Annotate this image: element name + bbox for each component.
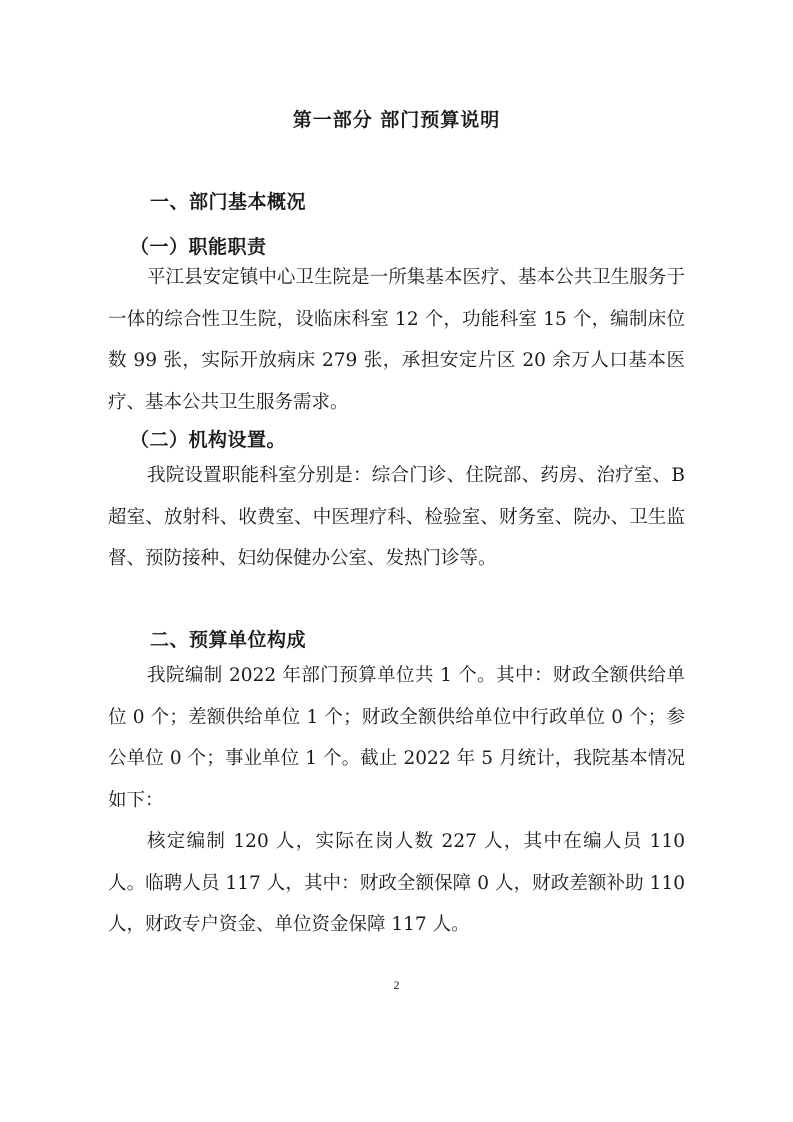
paragraph-organization: 我院设置职能科室分别是：综合门诊、住院部、药房、治疗室、B 超室、放射科、收费室、中医理疗科、检验室、财务室、院办、卫生监督、预防接种、妇幼保健办公室、发热门诊等。 bbox=[108, 465, 685, 569]
subsection-heading-functions: （一）职能职责 bbox=[130, 236, 267, 258]
subsection-heading-organization: （二）机构设置。 bbox=[130, 429, 287, 451]
section-heading-budget-units: 二、预算单位构成 bbox=[150, 629, 307, 651]
paragraph-budget-units: 我院编制 2022 年部门预算单位共 1 个。其中：财政全额供给单位 0 个；差额供给单位 1 个；财政全额供给单位中行政单位 0 个；参公单位 0 个；事业单位 1 个。截止 2022 年 5 月统计，我院基本情况如下： bbox=[108, 665, 685, 811]
section-heading-basic-overview: 一、部门基本概况 bbox=[150, 191, 307, 213]
page-title: 第一部分 部门预算说明 bbox=[292, 109, 501, 131]
paragraph-functions: 平江县安定镇中心卫生院是一所集基本医疗、基本公共卫生服务于一体的综合性卫生院，设临床科室 12 个，功能科室 15 个，编制床位数 99 张，实际开放病床 279 张，承担安定片区 20 余万人口基本医疗、基本公共卫生服务需求。 bbox=[108, 267, 685, 413]
paragraph-staffing: 核定编制 120 人，实际在岗人数 227 人，其中在编人员 110 人。临聘人员 117 人，其中：财政全额保障 0 人，财政差额补助 110 人，财政专户资金、单位资金保障 117 人。 bbox=[108, 831, 685, 935]
page-number: 2 bbox=[393, 978, 400, 992]
